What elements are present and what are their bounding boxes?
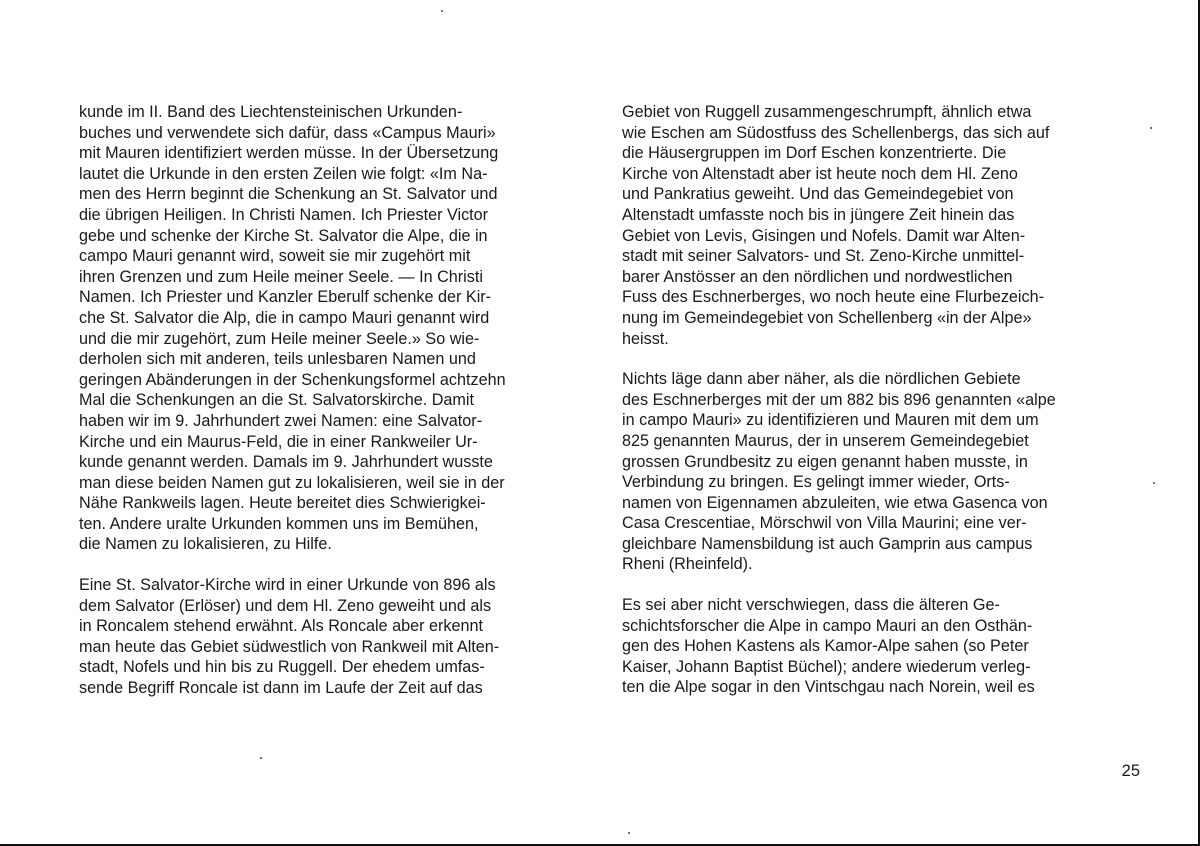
scan-speck <box>441 10 443 12</box>
scan-speck <box>628 832 630 834</box>
paragraph: Eine St. Salvator-Kirche wird in einer Urkunde von 896 als dem Salvator (Erlöser) und dem Hl. Zeno geweiht und als in Roncalem stehend erwähnt. Als Roncale aber erkennt man heute das Gebiet südwestlich von Rankweil mit Alten- stadt, Nofels und hin bis zu Ruggell. Der ehedem umfas- sende Begriff Roncale ist dann im Laufe der Zeit auf das <box>79 576 500 698</box>
paragraph: Gebiet von Ruggell zusammengeschrumpft, ähnlich etwa wie Eschen am Südostfuss des Schellenbergs, das sich auf die Häusergruppen im Dorf Eschen konzentrierte. Die Kirche von Altenstadt aber ist heute noch dem Hl. Zeno und Pankratius geweiht. Und das Gemeindegebiet von Altenstadt umfasste noch bis in jüngere Zeit hinein das Gebiet von Levis, Gisingen und Nofels. Damit war Alten- stadt mit seiner Salvators- und St. Zeno-Kirche unmittel- barer Anstösser an den nördlichen und nordwestlichen Fuss des Eschnerberges, wo noch heute eine Flurbezeich- nung im Gemeindegebiet von Schellenberg «in der Alpe» heisst. <box>622 103 1050 348</box>
right-text-column <box>622 102 1145 718</box>
scan-speck <box>260 757 262 759</box>
scan-speck <box>1153 482 1155 484</box>
page-number: 25 <box>1121 762 1140 780</box>
left-text-column <box>79 102 598 719</box>
paragraph: kunde im II. Band des Liechtensteinischen Urkunden- buches und verwendete sich dafür, dass «Campus Mauri» mit Mauren identifiziert werden müsse. In der Übersetzung lautet die Urkunde in den ersten Zeilen wie folgt: «Im Na- men des Herrn beginnt die Schenkung an St. Salvator und die übrigen Heiligen. In Christi Namen. Ich Priester Victor gebe und schenke der Kirche St. Salvator die Alpe, die in campo Mauri genannt wird, soweit sie mir zugehört mit ihren Grenzen und zum Heile meiner Seele. — In Christi Namen. Ich Priester und Kanzler Eberulf schenke der Kir- che St. Salvator die Alp, die in campo Mauri genannt wird und die mir zugehört, zum Heile meiner Seele.» So wie- derholen sich mit anderen, teils unlesbaren Namen und geringen Abänderungen in der Schenkungsformel achtzehn Mal die Schenkungen an die St. Salvatorskirche. Damit haben wir im 9. Jahrhundert zwei Namen: eine Salvator- Kirche und ein Maurus-Feld, die in einer Rankweiler Ur- kunde genannt werden. Damals im 9. Jahrhundert wusste man diese beiden Namen gut zu lokalisieren, weil sie in der Nähe Rankweils lagen. Heute bereitet dies Schwierigkei- ten. Andere uralte Urkunden kommen uns im Bemühen, die Namen zu lokalisieren, zu Hilfe. <box>79 103 506 554</box>
scan-speck <box>1150 127 1152 129</box>
paragraph: Nichts läge dann aber näher, als die nördlichen Gebiete des Eschnerberges mit der um 882 bis 896 genannten «alpe in campo Mauri» zu identifizieren und Mauren mit dem um 825 genannten Maurus, der in unserem Gemeindegebiet grossen Grundbesitz zu eigen genannt haben musste, in Verbindung zu bringen. Es gelingt immer wieder, Orts- namen von Eigennamen abzuleiten, wie etwa Gasenca von Casa Crescentiae, Mörschwil von Villa Maurini; eine ver- gleichbare Namensbildung ist auch Gamprin aus campus Rheni (Rheinfeld). <box>622 370 1056 574</box>
paragraph: Es sei aber nicht verschwiegen, dass die älteren Ge- schichtsforscher die Alpe in campo Mauri an den Osthän- gen des Hohen Kastens als Kamor-Alpe sahen (so Peter Kaiser, Johann Baptist Büchel); andere wiederum verleg- ten die Alpe sogar in den Vintschgau nach Norein, weil es <box>622 596 1035 697</box>
